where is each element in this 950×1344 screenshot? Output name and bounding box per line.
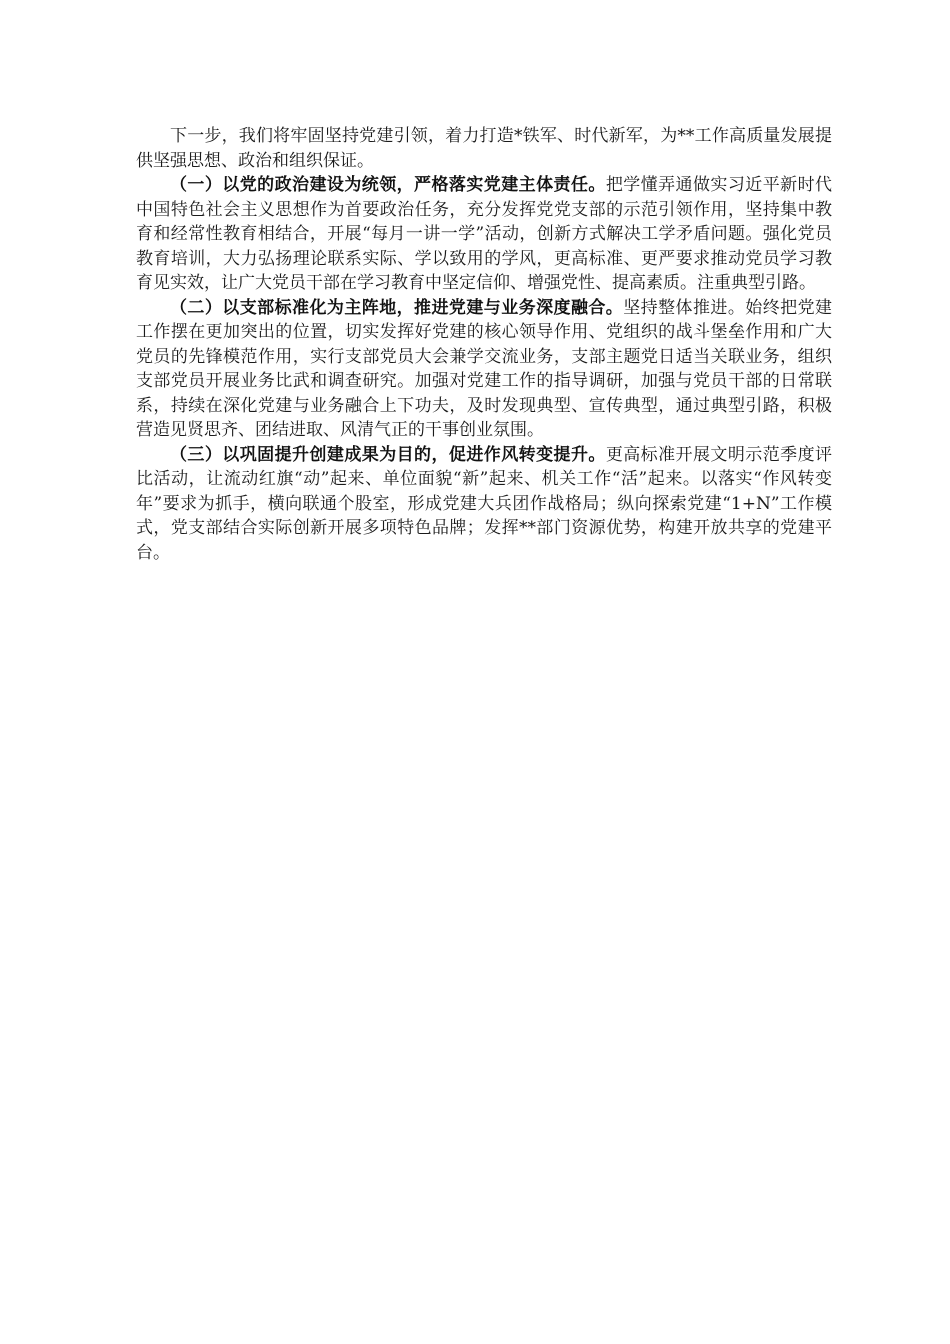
paragraph-section-1 bbox=[136, 173, 832, 296]
section-1-text: 把学懂弄通做实习近平新时代中国特色社会主义思想作为首要政治任务，充分发挥党党支部的示范引领作用，坚持集中教育和经常性教育相结合，开展“每月一讲一学”活动，创新方式解决工学矛盾问题。强化党员教育培训，大力弘扬理论联系实际、学以致用的学风，更高标准、更严要求推动党员学习教育见实效，让广大党员干部在学习教育中坚定信仰、增强党性、提高素质。注重典型引路。 bbox=[136, 175, 833, 293]
paragraph-section-2 bbox=[136, 296, 832, 443]
section-3-heading: （三）以巩固提升创建成果为目的，促进作风转变提升。 bbox=[170, 444, 606, 465]
paragraph-section-3 bbox=[136, 443, 832, 566]
section-2-heading: （二）以支部标准化为主阵地，推进党建与业务深度融合。 bbox=[170, 297, 624, 318]
document-body bbox=[136, 124, 832, 565]
paragraph-intro-text: 下一步，我们将牢固坚持党建引领，着力打造*铁军、时代新军，为**工作高质量发展提供坚强思想、政治和组织保证。 bbox=[136, 126, 832, 171]
section-1-heading: （一）以党的政治建设为统领，严格落实党建主体责任。 bbox=[170, 175, 606, 195]
section-3-text: 更高标准开展文明示范季度评比活动，让流动红旗“动”起来、单位面貌“新”起来、机关工作“活”起来。以落实“作风转变年”要求为抓手，横向联通个股室，形成党建大兵团作战格局；纵向探索党建“1+N”工作模式，党支部结合实际创新开展多项特色品牌；发挥**部门资源优势，构建开放共享的党建平台。 bbox=[136, 444, 833, 563]
paragraph-intro bbox=[136, 124, 832, 173]
section-2-text: 坚持整体推进。始终把党建工作摆在更加突出的位置，切实发挥好党建的核心领导作用、党组织的战斗堡垒作用和广大党员的先锋模范作用，实行支部党员大会兼学交流业务，支部主题党日适当关联业务，组织支部党员开展业务比武和调查研究。加强对党建工作的指导调研，加强与党员干部的日常联系，持续在深化党建与业务融合上下功夫，及时发现典型、宣传典型，通过典型引路，积极营造见贤思齐、团结进取、风清气正的干事创业氛围。 bbox=[136, 297, 833, 440]
